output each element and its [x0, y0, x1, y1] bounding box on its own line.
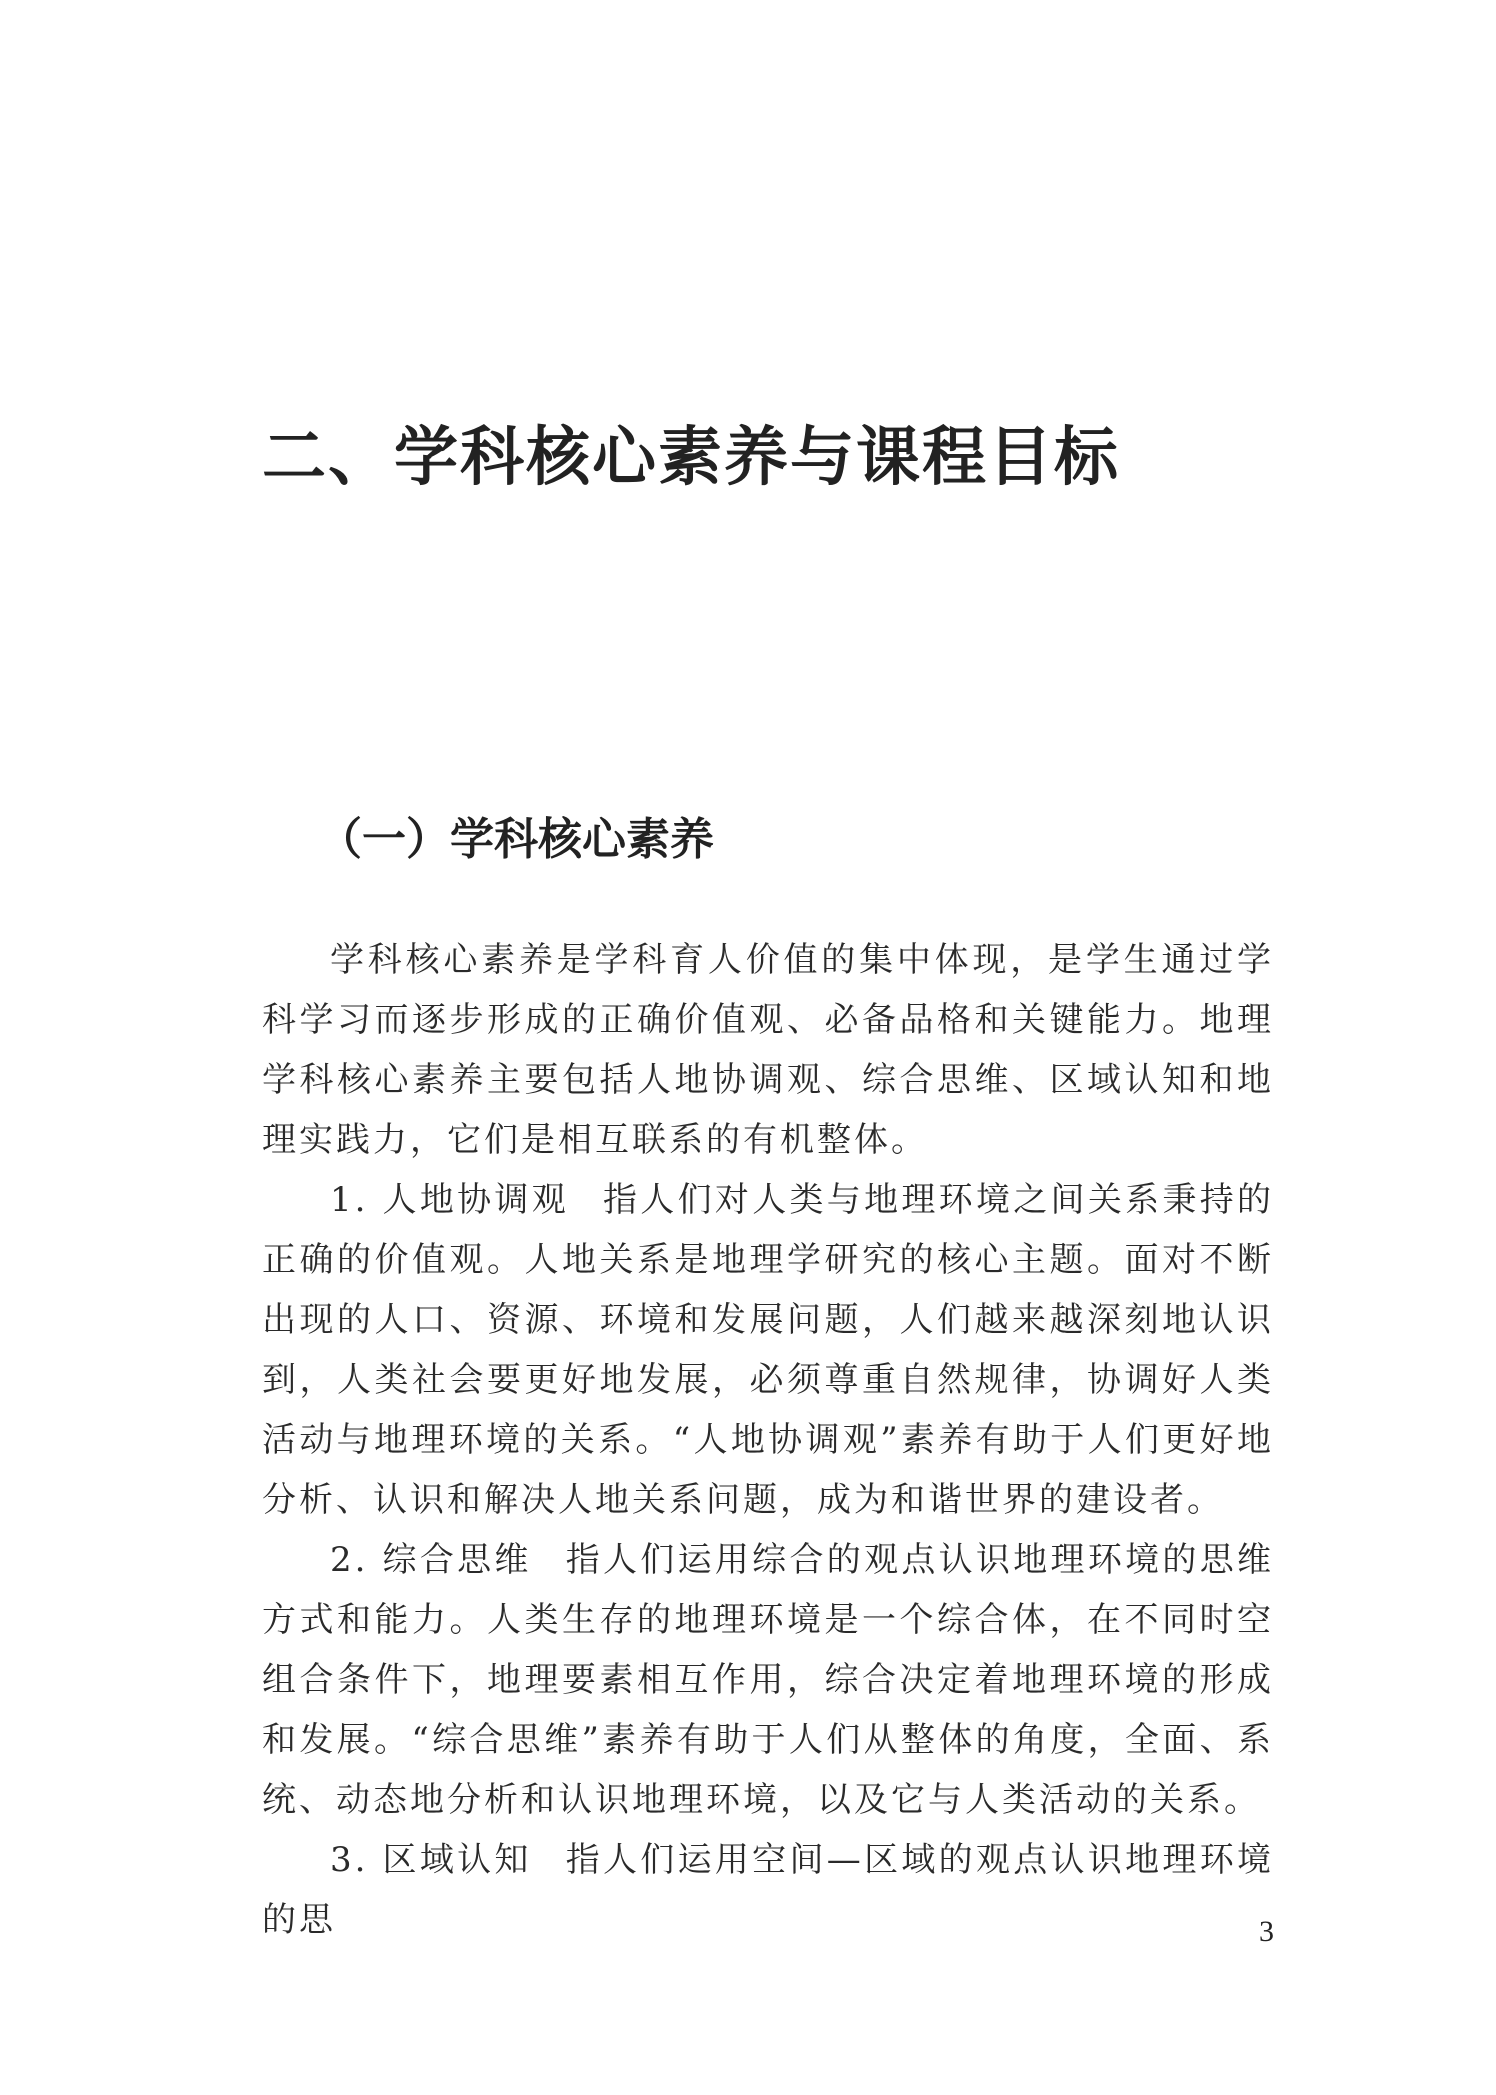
item-heading-1: 1. 人地协调观 [330, 1180, 570, 1220]
item-paragraph-1 [262, 1170, 1274, 1530]
item-heading-3: 3. 区域认知 [330, 1840, 532, 1880]
item-paragraph-2 [262, 1530, 1274, 1830]
item-text-1: 指人们对人类与地理环境之间关系秉持的正确的价值观。人地关系是地理学研究的核心主题。面对不断出现的人口、资源、环境和发展问题，人们越来越深刻地认识到，人类社会要更好地发展，必须尊重自然规律，协调好人类活动与地理环境的关系。“人地协调观”素养有助于人们更好地分析、认识和解决人地关系问题，成为和谐世界的建设者。 [262, 1180, 1275, 1520]
item-heading-2: 2. 综合思维 [330, 1540, 532, 1580]
chapter-title: 二、学科核心素养与课程目标 [262, 421, 1120, 495]
item-text-2: 指人们运用综合的观点认识地理环境的思维方式和能力。人类生存的地理环境是一个综合体，在不同时空组合条件下，地理要素相互作用，综合决定着地理环境的形成和发展。“综合思维”素养有助于人们从整体的角度，全面、系统、动态地分析和认识地理环境，以及它与人类活动的关系。 [262, 1540, 1274, 1820]
item-paragraph-3 [262, 1830, 1274, 1950]
intro-paragraph: 学科核心素养是学科育人价值的集中体现，是学生通过学科学习而逐步形成的正确价值观、必备品格和关键能力。地理学科核心素养主要包括人地协调观、综合思维、区域认知和地理实践力，它们是相互联系的有机整体。 [262, 940, 1274, 1160]
body-text [262, 930, 1274, 1950]
page-number: 3 [1259, 1915, 1274, 1948]
section-title: （一）学科核心素养 [318, 814, 714, 865]
item-text-3: 指人们运用空间—区域的观点认识地理环境的思 [262, 1840, 1274, 1940]
